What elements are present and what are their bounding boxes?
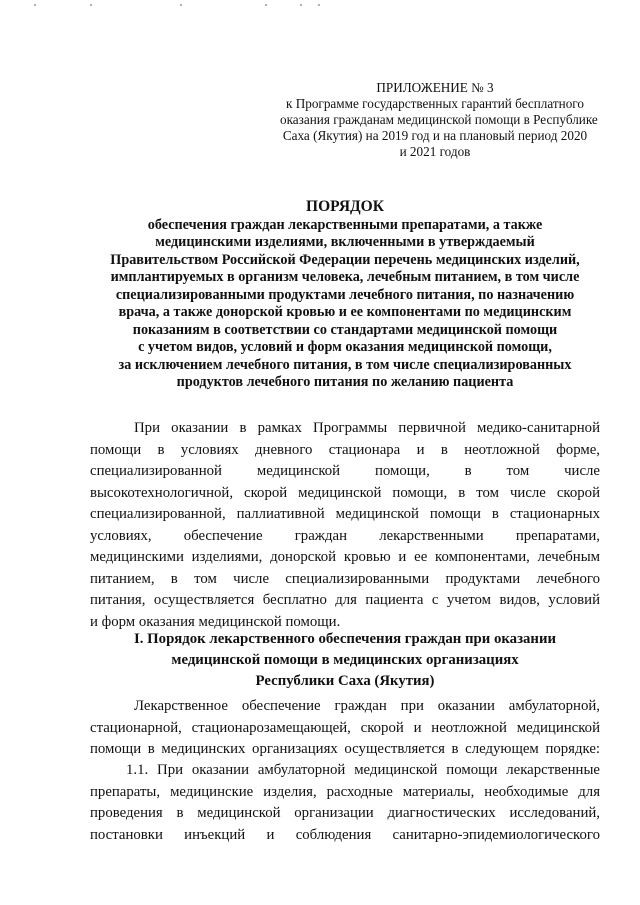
title-line: с учетом видов, условий и форм оказания медицинской помощи, [138, 339, 552, 355]
paragraph-line: и форм оказания медицинской помощи. [90, 613, 341, 630]
section-heading-line: медицинской помощи в медицинских организациях [171, 652, 519, 668]
title-line: имплантируемых в организм человека, лечебным питанием, в том числе [110, 269, 580, 285]
title-line: медицинскими изделиями, включенными в утверждаемый [155, 234, 535, 250]
paragraph-line: медицинскими изделиями, донорской кровью и ее компонентами, лечебным [90, 549, 600, 565]
section-heading-line: I. Порядок лекарственного обеспечения граждан при оказании [134, 631, 556, 647]
paragraph-line: 1.1. При оказании амбулаторной медицинской помощи лекарственные [126, 762, 600, 778]
paragraph-line: препараты, медицинские изделия, расходные материалы, необходимые для [90, 783, 600, 800]
paragraph-line: стационарной, стационарозамещающей, скорой и неотложной медицинской [90, 719, 600, 736]
paragraph-line: Лекарственное обеспечение граждан при оказании амбулаторной, [134, 698, 600, 714]
title-line: врача, а также донорской кровью и ее компонентами по медицинским [118, 304, 572, 320]
appendix-line: оказания гражданам медицинской помощи в Республике [280, 112, 598, 127]
title-heading: ПОРЯДОК [306, 198, 384, 215]
paragraph-line: постановки инъекций и соблюдения санитарно-эпидемиологического [90, 826, 600, 843]
title-line: за исключением лечебного питания, в том числе специализированных [118, 356, 572, 373]
title-line: специализированными продуктами лечебного питания, по назначению [115, 286, 575, 303]
section-paragraph [90, 696, 600, 761]
appendix-line: Саха (Якутия) на 2019 год и на плановый период 2020 [282, 128, 588, 143]
paragraph-line: помощи в условиях дневного стационара и в неотложной форме, [90, 441, 600, 458]
paragraph-line: специализированной, паллиативной медицинской помощи в стационарных [90, 506, 600, 522]
title-line: продуктов лечебного питания по желанию пациента [176, 374, 514, 390]
title-line: показаниям в соответствии со стандартами медицинской помощи [132, 321, 558, 338]
paragraph-line: питания, осуществляется бесплатно для пациента с учетом видов, условий [90, 592, 600, 608]
appendix-header [280, 80, 598, 160]
appendix-line: к Программе государственных гарантий бесплатного [286, 96, 584, 111]
paragraph-line: проведения в медицинской организации диагностических исследований, [90, 805, 600, 821]
document-title [90, 198, 600, 392]
paragraph-line: высокотехнологичной, скорой медицинской помощи, в том числе скорой [90, 484, 600, 501]
appendix-line: и 2021 годов [399, 144, 471, 159]
intro-paragraph [90, 418, 600, 633]
paragraph-line: условиях, обеспечение граждан лекарственными препаратами, [90, 527, 600, 544]
paragraph-line: специализированной медицинской помощи, в том числе [90, 463, 600, 479]
section-heading [90, 629, 600, 692]
appendix-line: ПРИЛОЖЕНИЕ № 3 [376, 80, 494, 95]
item-paragraph [90, 760, 600, 846]
scan-artifacts [0, 4, 640, 12]
paragraph-line: помощи в медицинских организациях осуществляется в следующем порядке: [90, 741, 600, 757]
title-line: обеспечения граждан лекарственными препаратами, а также [147, 216, 543, 233]
section-heading-line: Республики Саха (Якутия) [255, 673, 435, 689]
title-line: Правительством Российской Федерации перечень медицинских изделий, [110, 251, 580, 268]
paragraph-line: При оказании в рамках Программы первичной медико-санитарной [134, 420, 600, 436]
paragraph-line: питанием, в том числе специализированными продуктами лечебного [90, 570, 600, 587]
